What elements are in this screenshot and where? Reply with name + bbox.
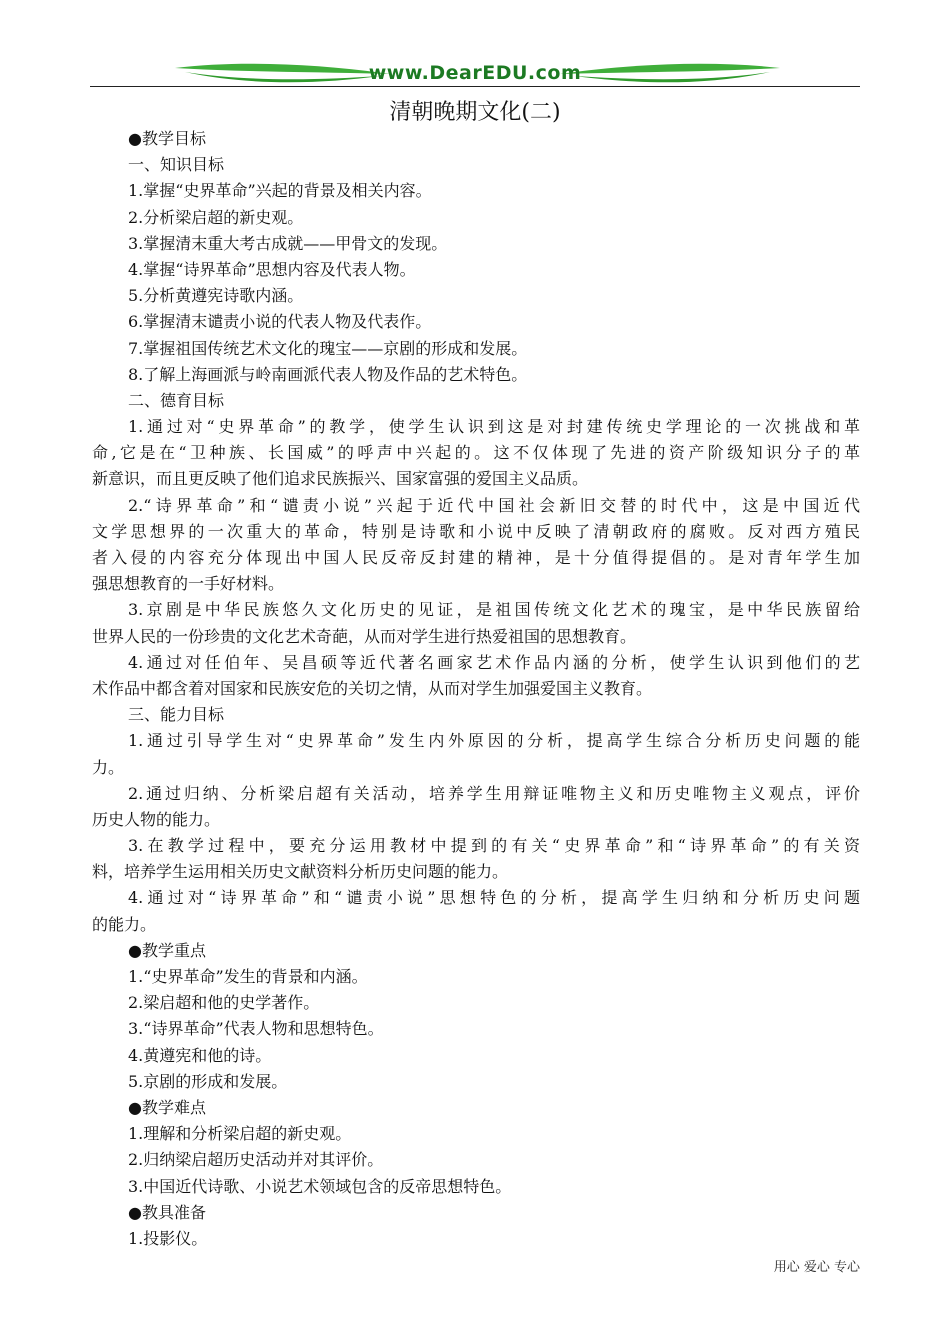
paragraph-line: 料，培养学生运用相关历史文献资料分析历史问题的能力。 — [92, 862, 509, 882]
list-item: 3.掌握清末重大考古成就——甲骨文的发现。 — [128, 233, 448, 253]
section-heading: ●教学难点 — [128, 1097, 206, 1117]
paragraph-line: 强思想教育的一手好材料。 — [92, 574, 285, 594]
list-item: 1.“史界革命”发生的背景和内涵。 — [128, 967, 368, 986]
list-item: 2.归纳梁启超历史活动并对其评价。 — [128, 1150, 384, 1170]
list-item: 2.梁启超和他的史学著作。 — [128, 993, 320, 1013]
paragraph-line: 文学思想界的一次重大的革命，特别是诗歌和小说中反映了清朝政府的腐败。反对西方殖民 — [92, 521, 860, 541]
paragraph-line: 命,它是在“卫种族、长国威”的呼声中兴起的。这不仅体现了先进的资产阶级知识分子的革 — [92, 443, 860, 463]
list-item: 7.掌握祖国传统艺术文化的瑰宝——京剧的形成和发展。 — [128, 338, 528, 358]
footer-slogan: 用心 爱心 专心 — [773, 1260, 860, 1275]
paragraph-line: 4.通过对任伯年、吴昌硕等近代著名画家艺术作品内涵的分析，使学生认识到他们的艺 — [128, 652, 860, 672]
paragraph-line: 历史人物的能力。 — [92, 809, 221, 829]
site-header — [90, 58, 860, 94]
subsection-heading: 一、知识目标 — [128, 155, 225, 175]
list-item: 1.掌握“史界革命”兴起的背景及相关内容。 — [128, 181, 432, 201]
paragraph-line: 2.“诗界革命”和“谴责小说”兴起于近代中国社会新旧交替的时代中，这是中国近代 — [128, 495, 860, 515]
paragraph-line: 3.在教学过程中，要充分运用教材中提到的有关“史界革命”和“诗界革命”的有关资 — [128, 836, 860, 856]
list-item: 1.投影仪。 — [128, 1228, 208, 1248]
section-heading: ●教学重点 — [128, 940, 206, 960]
paragraph-line: 新意识，而且更反映了他们追求民族振兴、国家富强的爱国主义品质。 — [92, 469, 589, 489]
paragraph-line: 1.通过引导学生对“史界革命”发生内外原因的分析，提高学生综合分析历史问题的能 — [128, 731, 860, 751]
document-body — [92, 126, 860, 1252]
list-item: 2.分析梁启超的新史观。 — [128, 207, 304, 227]
list-item: 1.理解和分析梁启超的新史观。 — [128, 1124, 352, 1144]
subsection-heading: 三、能力目标 — [128, 705, 225, 725]
header-divider — [90, 86, 860, 87]
section-heading: ●教具准备 — [128, 1202, 206, 1222]
list-item: 5.京剧的形成和发展。 — [128, 1071, 288, 1091]
paragraph-line: 4.通过对“诗界革命”和“谴责小说”思想特色的分析，提高学生归纳和分析历史问题 — [128, 888, 860, 908]
list-item: 3.中国近代诗歌、小说艺术领域包含的反帝思想特色。 — [128, 1176, 512, 1196]
paragraph-line: 1.通过对“史界革命”的教学，使学生认识到这是对封建传统史学理论的一次挑战和革 — [128, 417, 860, 437]
subsection-heading: 二、德育目标 — [128, 390, 225, 410]
paragraph-line: 者入侵的内容充分体现出中国人民反帝反封建的精神，是十分值得提倡的。是对青年学生加 — [92, 548, 860, 567]
paragraph-line: 3.京剧是中华民族悠久文化历史的见证，是祖国传统文化艺术的瑰宝，是中华民族留给 — [128, 600, 860, 620]
list-item: 3.“诗界革命”代表人物和思想特色。 — [128, 1019, 384, 1039]
list-item: 6.掌握清末谴责小说的代表人物及代表作。 — [128, 312, 432, 332]
page-title: 清朝晚期文化(二) — [389, 100, 561, 125]
paragraph-line: 的能力。 — [92, 914, 157, 934]
list-item: 8.了解上海画派与岭南画派代表人物及作品的艺术特色。 — [128, 364, 528, 384]
site-logo-text[interactable]: www.DearEDU.com — [368, 62, 582, 84]
paragraph-line: 术作品中都含着对国家和民族安危的关切之情，从而对学生加强爱国主义教育。 — [92, 678, 653, 698]
list-item: 5.分析黄遵宪诗歌内涵。 — [128, 286, 304, 306]
section-heading: ●教学目标 — [128, 129, 206, 148]
list-item: 4.黄遵宪和他的诗。 — [128, 1045, 272, 1065]
paragraph-line: 世界人民的一份珍贵的文化艺术奇葩，从而对学生进行热爱祖国的思想教育。 — [92, 626, 637, 646]
paragraph-line: 力。 — [92, 757, 125, 777]
paragraph-line: 2.通过归纳、分析梁启超有关活动，培养学生用辩证唯物主义和历史唯物主义观点，评价 — [128, 783, 860, 803]
list-item: 4.掌握“诗界革命”思想内容及代表人物。 — [128, 259, 416, 279]
